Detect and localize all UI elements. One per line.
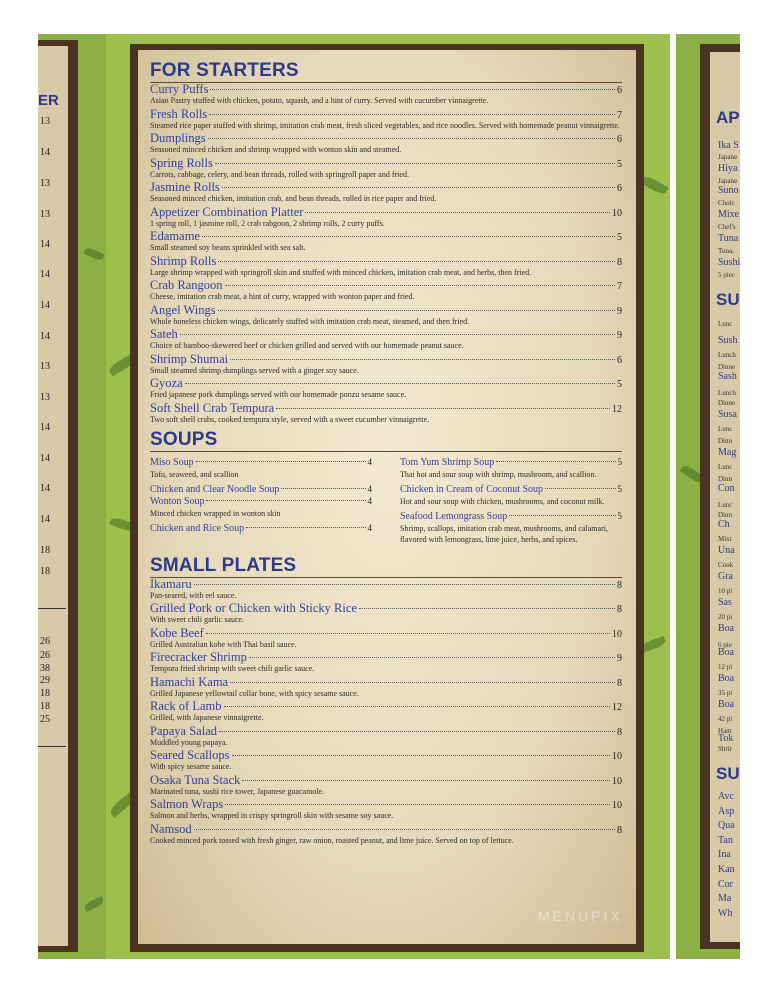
left-item-price: 13: [40, 392, 50, 403]
item-description: Cheese, imitation crab meat, a hint of curry, wrapped with wonton paper and fried.: [150, 292, 415, 301]
item-description: With sweet chili garlic sauce.: [150, 615, 245, 624]
item-description: Small steamed soy beans sprinkled with sea salt.: [150, 243, 306, 252]
item-description: Grilled Japanese yellowtail collar bone, with spicy sesame sauce.: [150, 688, 359, 698]
right-item-name: Tok: [718, 733, 734, 744]
right-item-subtext: Lunch: [718, 351, 736, 359]
right-item-subtext: Lunc: [718, 320, 733, 328]
menu-item: [150, 181, 622, 194]
leader-dots: [194, 584, 615, 585]
leader-dots: [232, 755, 611, 756]
right-item-subtext: 5 piec: [718, 271, 735, 279]
item-price: 5: [617, 483, 622, 494]
right-item-name: Boa: [718, 623, 735, 634]
left-item-price: 14: [40, 331, 50, 342]
menu-item: [150, 676, 622, 689]
leader-dots: [210, 89, 615, 90]
leader-dots: [185, 383, 615, 384]
menu-item: [150, 749, 622, 762]
item-description: Small steamed shrimp dumplings served with a ginger soy sauce.: [150, 365, 359, 375]
item-name: Rack of Lamb: [150, 699, 222, 713]
right-item-name: Ina: [718, 849, 731, 860]
left-item-price: 26: [40, 636, 50, 647]
item-price: 8: [617, 726, 622, 738]
menu-item: [150, 523, 372, 535]
starters-list: [150, 83, 622, 425]
item-name: Kobe Beef: [150, 625, 204, 640]
item-description: Pan-seared, with eel sauce.: [150, 590, 237, 600]
item-price: 6: [617, 354, 622, 366]
right-item-subtext: 12 pi: [718, 663, 733, 671]
item-description: Seasoned minced chicken, imitation crab, and bean threads, rolled in rice paper and fried.: [150, 194, 437, 203]
item-description: Whole boneless chicken wings, delicately stuffed with imitation crab meat, steamed, and then fried.: [150, 316, 470, 326]
item-description: Large shrimp wrapped with springroll skin and stuffed with minced chicken, imitation crab meat, and herbs, then fried.: [150, 267, 532, 277]
item-description: Grilled, with Japanese vinnaigrette.: [150, 713, 264, 722]
right-item-subtext: Chef's: [718, 223, 736, 231]
right-item-subtext: Shrir: [718, 745, 732, 753]
left-item-price: 14: [40, 269, 50, 280]
leader-dots: [196, 461, 366, 462]
item-description: Tempura fried shrimp with sweet chili garlic sauce.: [150, 664, 315, 673]
item-name: Crab Rangoon: [150, 278, 223, 292]
right-item-name: Sushi: [718, 257, 741, 268]
left-item-price: 18: [40, 701, 50, 712]
item-price: 4: [367, 522, 372, 533]
item-price: 8: [617, 677, 622, 689]
item-price: 9: [617, 305, 622, 317]
leader-dots: [218, 261, 615, 262]
menu-item: [150, 157, 622, 170]
left-item-price: 26: [40, 650, 50, 661]
right-item-subtext: 42 pi: [718, 715, 733, 723]
leader-dots: [225, 804, 610, 805]
leader-dots: [545, 488, 615, 489]
section-title-small-plates: SMALL PLATES: [150, 555, 622, 578]
item-name: Gyoza: [150, 376, 183, 390]
left-item-price: 13: [40, 209, 50, 220]
leader-dots: [224, 706, 610, 707]
right-item-name: Cor: [718, 879, 733, 890]
left-item-price: 14: [40, 453, 50, 464]
menu-item: [150, 83, 622, 96]
section-title-starters: FOR STARTERS: [150, 60, 622, 83]
right-item-subtext: Dinne: [718, 363, 736, 371]
item-price: 6: [617, 134, 622, 145]
right-item-subtext: 20 pi: [718, 613, 733, 621]
item-description: Cooked minced pork tossed with fresh ginger, raw onion, roasted peanut, and lime juice. Served on top of lettuce.: [150, 835, 514, 845]
menu-item: [150, 377, 622, 390]
menu-item: [150, 304, 622, 317]
left-divider: [38, 746, 66, 747]
right-item-subtext: Dinne: [718, 399, 736, 407]
left-item-price: 13: [40, 361, 50, 372]
right-item-name: Mixe: [718, 209, 740, 220]
item-name: Edamame: [150, 229, 200, 243]
item-price: 5: [617, 158, 622, 170]
menu-item: [150, 402, 622, 415]
item-description: Grilled Australian kobe with Thai basil sauce.: [150, 639, 297, 649]
item-price: 7: [617, 109, 622, 121]
leader-dots: [305, 212, 610, 213]
item-name: Shrimp Shumai: [150, 351, 229, 366]
leader-dots: [230, 682, 615, 683]
leader-dots: [509, 515, 615, 516]
item-name: Spring Rolls: [150, 155, 213, 170]
right-partial-heading: SU: [716, 290, 740, 309]
item-name: Shrimp Rolls: [150, 253, 217, 268]
item-price: 10: [612, 800, 622, 811]
item-name: Tom Yum Shrimp Soup: [400, 456, 495, 468]
right-item-subtext: Ham: [718, 727, 732, 735]
left-item-price: 18: [40, 566, 50, 577]
item-name: Firecracker Shrimp: [150, 650, 247, 664]
right-item-subtext: Mixt: [718, 535, 732, 543]
item-price: 8: [617, 604, 622, 615]
right-item-name: Tan: [718, 835, 733, 846]
menu-item: [150, 774, 622, 787]
right-item-name: Con: [718, 483, 735, 494]
item-name: Soft Shell Crab Tempura: [150, 400, 275, 415]
leader-dots: [218, 310, 615, 311]
item-price: 8: [617, 579, 622, 591]
left-item-price: 14: [40, 514, 50, 525]
menu-item: [400, 511, 622, 523]
right-item-name: Kan: [718, 864, 735, 875]
left-item-price: 14: [40, 483, 50, 494]
right-item-name: Ika S: [718, 140, 739, 151]
right-item-name: Sush: [718, 335, 738, 346]
item-price: 8: [617, 824, 622, 836]
item-price: 6: [617, 85, 622, 96]
menu-item: [150, 823, 622, 836]
item-description: Carrots, cabbage, celery, and bean threads, rolled with springroll paper and fried.: [150, 169, 409, 179]
item-description: Thai hot and sour soup with shrimp, mushroom, and scallion.: [400, 469, 597, 479]
right-partial-heading: SU: [716, 764, 740, 783]
item-description: 1 spring roll, 1 jasmine roll, 2 crab rabgoon, 2 shrimp rolls, 2 curry puffs.: [150, 218, 385, 228]
right-item-name: Gra: [718, 571, 733, 582]
leader-dots: [281, 488, 365, 489]
right-partial-heading: AP: [716, 108, 740, 127]
item-name: Seafood Lemongrass Soup: [400, 510, 508, 522]
menu-item: [150, 108, 622, 121]
left-divider: [38, 608, 66, 609]
right-item-name: Wh: [718, 908, 733, 919]
item-price: 6: [617, 183, 622, 194]
item-description: Steamed rice paper stuffed with shrimp, imitation crab meat, fresh sliced vegetables, and rice noodles. Served with homemade peanut vinnaigrette.: [150, 120, 620, 130]
right-item-name: Hiya: [718, 163, 738, 174]
item-name: Seared Scallops: [150, 748, 230, 762]
watermark-logo: MENUPIX: [538, 908, 623, 924]
menu-item: [400, 484, 622, 496]
left-item-price: 14: [40, 239, 50, 250]
item-description: Choice of bamboo-skewered beef or chicken grilled and served with our homemade peanut sauce.: [150, 341, 464, 350]
small-plates-list: [150, 578, 622, 846]
right-item-subtext: Dinn: [718, 475, 732, 483]
item-price: 4: [367, 495, 372, 506]
item-name: Miso Soup: [150, 456, 194, 468]
item-price: 5: [617, 456, 622, 467]
item-name: Ikamaru: [150, 576, 192, 591]
right-item-name: Susa: [718, 409, 737, 420]
item-name: Grilled Pork or Chicken with Sticky Rice: [150, 601, 357, 615]
item-price: 5: [617, 232, 622, 243]
right-item-name: Tuna: [718, 233, 739, 244]
left-item-price: 18: [40, 688, 50, 699]
item-price: 10: [612, 207, 622, 219]
leader-dots: [206, 633, 610, 634]
section-title-soups: SOUPS: [150, 429, 622, 452]
item-name: Dumplings: [150, 131, 206, 145]
right-item-subtext: Choic: [718, 199, 735, 207]
leader-dots: [180, 334, 615, 335]
right-item-name: Ma: [718, 893, 732, 904]
item-price: 10: [612, 751, 622, 762]
item-description: Seasoned minced chicken and shrimp wrapped with wonton skin and steamed.: [150, 145, 402, 154]
leader-dots: [230, 359, 615, 360]
item-description: Fried japanese pork dumplings served with our homemade ponzu sesame sauce.: [150, 390, 407, 399]
left-item-price: 13: [40, 178, 50, 189]
left-item-price: 14: [40, 147, 50, 158]
leader-dots: [496, 461, 615, 462]
item-name: Osaka Tuna Stack: [150, 772, 241, 787]
right-item-name: Una: [718, 545, 735, 556]
leader-dots: [222, 187, 615, 188]
menu-item: [150, 651, 622, 664]
left-item-price: 38: [40, 663, 50, 674]
right-item-subtext: Dinn: [718, 437, 732, 445]
leader-dots: [215, 163, 615, 164]
leader-dots: [194, 829, 615, 830]
left-item-price: 14: [40, 422, 50, 433]
item-description: With spicy sesame sauce.: [150, 762, 232, 771]
menu-item: [150, 725, 622, 738]
menu-item: [150, 496, 372, 508]
menu-item: [150, 206, 622, 219]
item-name: Chicken in Cream of Coconut Soup: [400, 483, 544, 495]
leader-dots: [219, 731, 615, 732]
menu-item: [150, 353, 622, 366]
leader-dots: [242, 780, 610, 781]
menu-item: [150, 798, 622, 811]
item-name: Chicken and Rice Soup: [150, 522, 245, 534]
item-description: Salmon and herbs, wrapped in crispy springroll skin with sesame soy sauce.: [150, 811, 394, 820]
left-partial-heading: ER: [38, 92, 59, 109]
right-item-subtext: 6 pie: [718, 641, 732, 649]
menu-item: [150, 602, 622, 615]
item-price: 4: [367, 456, 372, 467]
item-name: Wonton Soup: [150, 495, 205, 507]
item-name: Namsod: [150, 821, 192, 836]
right-item-name: Sas: [718, 597, 732, 608]
leader-dots: [202, 236, 615, 237]
left-item-price: 18: [40, 545, 50, 556]
leader-dots: [208, 138, 615, 139]
leader-dots: [276, 408, 610, 409]
right-item-name: Suno: [718, 185, 739, 196]
left-item-price: 25: [40, 714, 50, 725]
item-price: 8: [617, 256, 622, 268]
item-price: 12: [612, 403, 622, 415]
right-item-subtext: Tuna,: [718, 247, 734, 255]
item-description: Asian Pastry stuffed with chicken, potato, squash, and a hint of curry. Served with cucumber vinnaigrette.: [150, 96, 489, 105]
menu-item: [150, 578, 622, 591]
right-item-name: Ch: [718, 519, 730, 530]
right-item-subtext: Lunc: [718, 463, 733, 471]
item-price: 5: [617, 379, 622, 390]
right-item-name: Sash: [718, 371, 737, 382]
menu-item: [150, 279, 622, 292]
leader-dots: [249, 657, 615, 658]
right-item-name: Asp: [718, 806, 735, 817]
item-name: Jasmine Rolls: [150, 180, 220, 194]
menu-item: [150, 255, 622, 268]
item-price: 7: [617, 281, 622, 292]
leader-dots: [246, 527, 365, 528]
item-name: Appetizer Combination Platter: [150, 204, 304, 219]
soups-list: [150, 457, 622, 549]
item-price: 10: [612, 628, 622, 640]
item-description: Tofu, seaweed, and scallion: [150, 469, 239, 479]
item-price: 12: [612, 702, 622, 713]
right-item-name: Boa: [718, 699, 735, 710]
item-description: Muddled young papaya.: [150, 737, 228, 747]
right-item-name: Mag: [718, 447, 737, 458]
right-item-name: Avc: [718, 791, 734, 802]
right-item-name: Qua: [718, 820, 735, 831]
soups-left-column: [150, 457, 372, 549]
left-item-price: 14: [40, 300, 50, 311]
item-description: Marinated tuna, sushi rice tower, Japanese guacamole.: [150, 786, 325, 796]
item-name: Hamachi Kama: [150, 674, 229, 689]
left-item-price: 29: [40, 675, 50, 686]
right-item-name: Boa: [718, 647, 735, 658]
item-price: 5: [617, 510, 622, 521]
menu-content: [150, 60, 622, 847]
menu-item: [400, 457, 622, 469]
right-item-subtext: Japane: [718, 177, 738, 185]
right-item-subtext: 35 pi: [718, 689, 733, 697]
item-name: Chicken and Clear Noodle Soup: [150, 483, 280, 495]
menu-item: [150, 457, 372, 469]
right-item-subtext: Lunch: [718, 389, 736, 397]
item-description: Hot and sour soup with chicken, mushrooms, and coconut milk.: [400, 496, 605, 506]
item-price: 10: [612, 775, 622, 787]
item-name: Papaya Salad: [150, 723, 217, 738]
leader-dots: [206, 500, 365, 501]
right-item-subtext: Lunc: [718, 501, 733, 509]
menu-item: [150, 328, 622, 341]
menu-item: [150, 700, 622, 713]
menu-item: [150, 132, 622, 145]
item-price: 9: [617, 330, 622, 341]
item-description: Two soft shell crabs, cooked tempura style, served with a sweet cucumber vinnaigrette.: [150, 414, 430, 424]
right-item-name: Boa: [718, 673, 735, 684]
right-item-subtext: Dinn: [718, 511, 732, 519]
leader-dots: [225, 285, 615, 286]
leader-dots: [209, 114, 615, 115]
soups-right-column: [400, 457, 622, 549]
item-name: Curry Puffs: [150, 82, 209, 96]
right-item-subtext: 10 pi: [718, 587, 733, 595]
item-name: Fresh Rolls: [150, 106, 208, 121]
item-price: 9: [617, 653, 622, 664]
item-price: 4: [367, 483, 372, 494]
item-name: Sateh: [150, 327, 178, 341]
leader-dots: [359, 608, 615, 609]
item-description: Shrimp, scallops, imitation crab meat, mushrooms, and calamari, flavored with lemongrass, lime juice, herbs, and spices.: [400, 523, 608, 544]
item-name: Angel Wings: [150, 302, 216, 317]
menu-item: [150, 230, 622, 243]
right-item-subtext: Lunc: [718, 425, 733, 433]
menu-item: [150, 627, 622, 640]
item-description: Minced chicken wrapped in wonton skin: [150, 508, 281, 518]
item-name: Salmon Wraps: [150, 797, 224, 811]
left-item-price: 13: [40, 116, 50, 127]
menu-item: [150, 484, 372, 496]
right-item-subtext: Japane: [718, 153, 738, 161]
right-item-subtext: Cook: [718, 561, 734, 569]
